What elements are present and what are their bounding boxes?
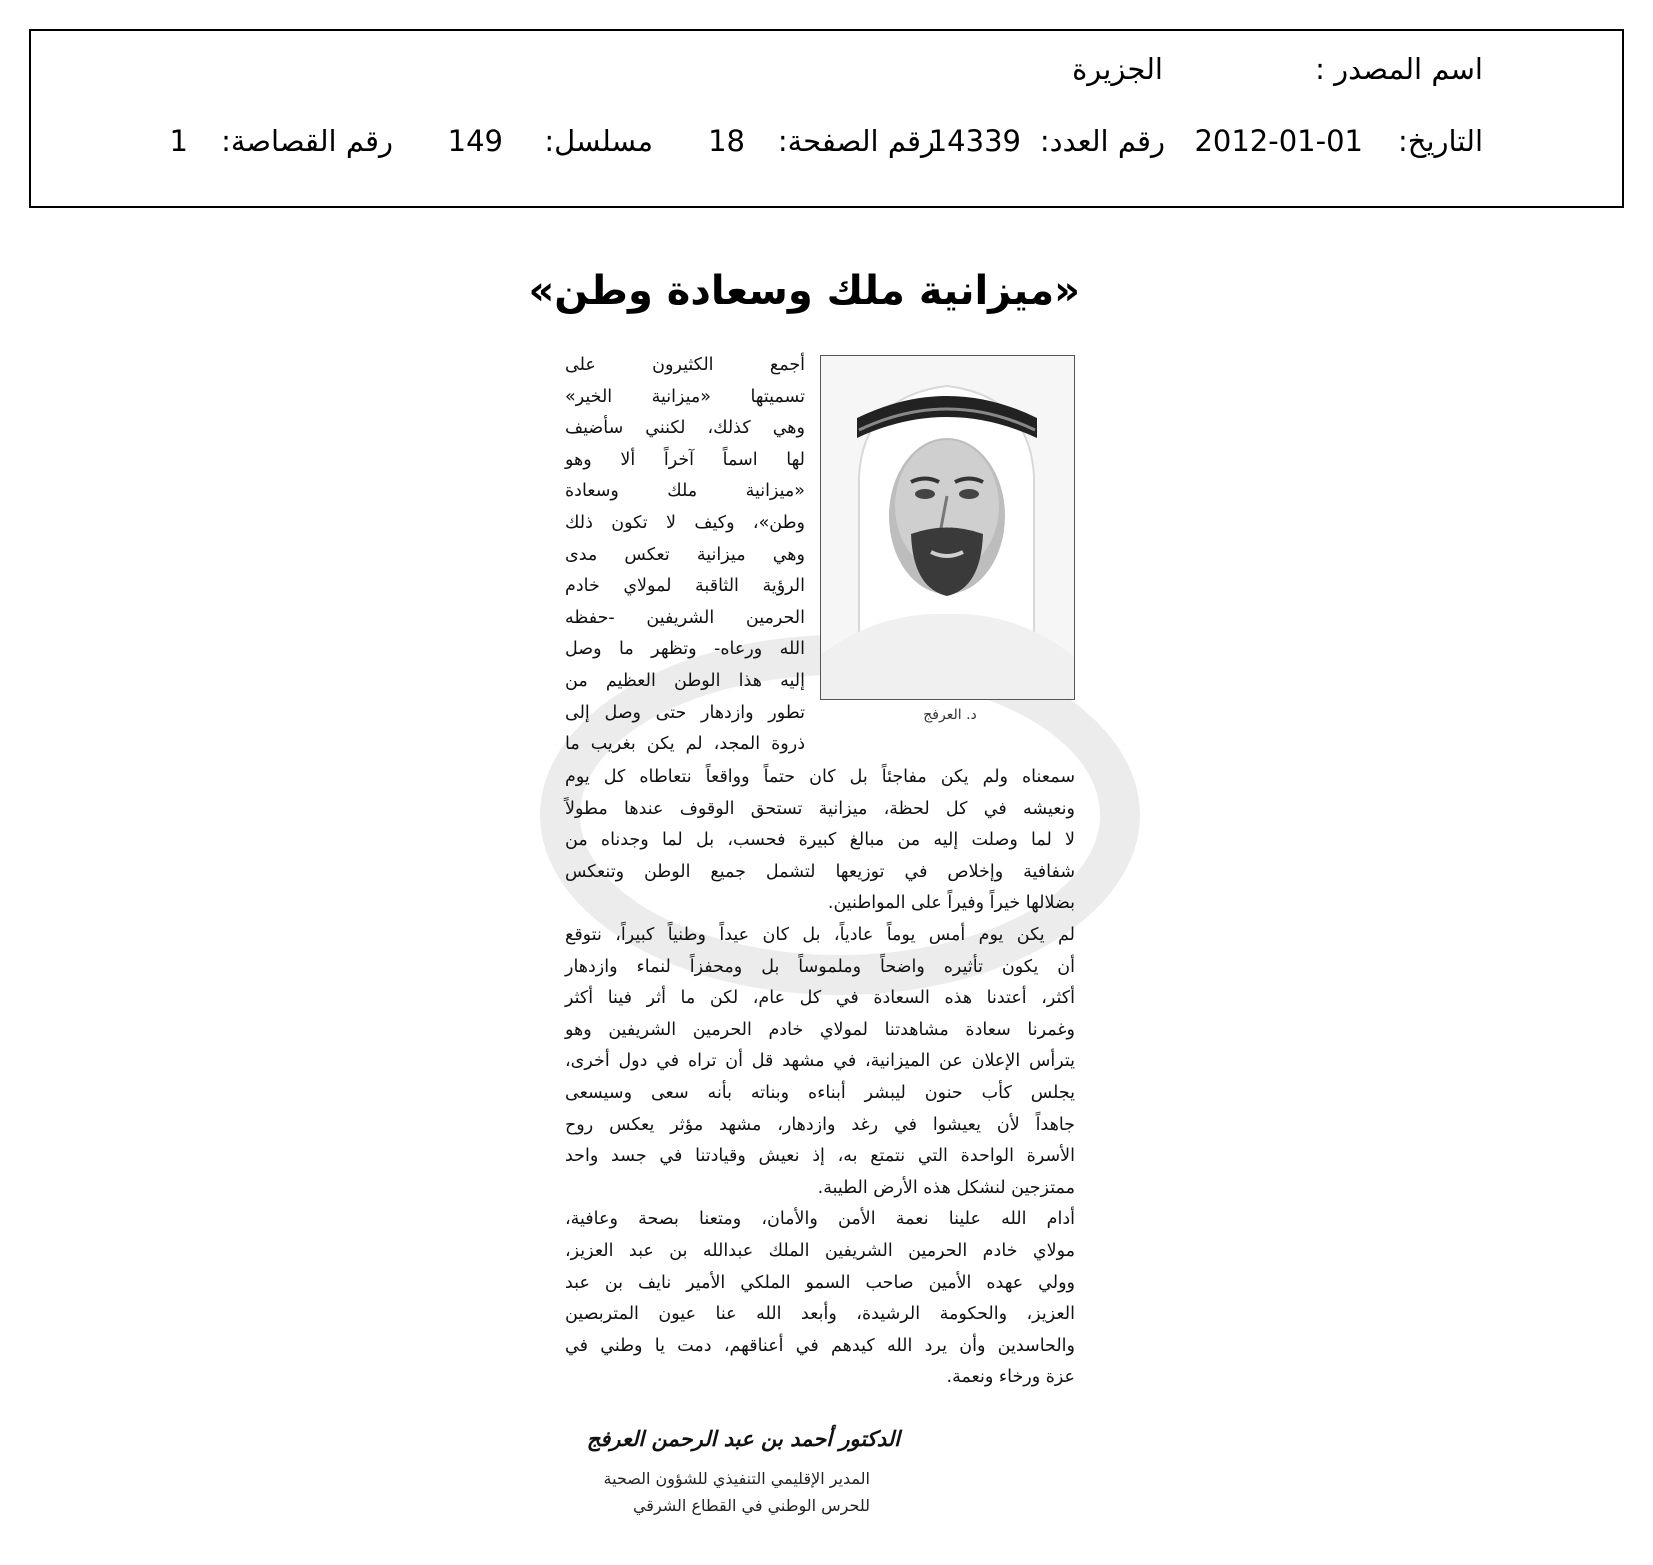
article-body-column [565, 762, 1075, 1394]
body-line: يترأس الإعلان عن الميزانية، في مشهد قل أن تراه في دول أخرى، [565, 1051, 1075, 1072]
author-portrait-image [820, 356, 1074, 700]
intro-line: ذروة المجد، لم يكن بغريب ما [565, 734, 805, 755]
body-line: وولي عهده الأمين صاحب السمو الملكي الأمير نايف بن عبد [565, 1272, 1075, 1293]
clip-label: رقم القصاصة: [221, 124, 393, 158]
issue-label: رقم العدد: [1039, 124, 1165, 158]
body-line: يجلس كأب حنون ليبشر أبناءه وبناته بأنه سعى وسيسعى [565, 1082, 1075, 1103]
page-value: 18 [708, 124, 745, 158]
paragraph-2 [565, 920, 1075, 1204]
intro-line: الله ورعاه- وتظهر ما وصل [565, 639, 805, 660]
article-intro-column [565, 350, 805, 761]
source-value: الجزيرة [1072, 52, 1163, 86]
body-line: مولاي خادم الحرمين الشريفين الملك عبدالله بن عبد العزيز، [565, 1240, 1075, 1261]
intro-line: وهي ميزانية تعكس مدى [565, 544, 805, 565]
body-line: لم يكن يوم أمس يوماً عادياً، بل كان عيداً وطنياً كبيراً، نتوقع [565, 924, 1075, 945]
paragraph-1 [565, 762, 1075, 920]
body-line: أكثر، أعتدنا هذه السعادة في كل عام، لكن ما أثر فينا أكثر [565, 988, 1075, 1009]
body-line: سمعناه ولم يكن مفاجئاً بل كان حتماً وواقعاً نتعاطاه كل يوم [565, 767, 1075, 787]
issue-value: 14339 [928, 124, 1021, 158]
intro-line: الرؤية الثاقبة لمولاي خادم [565, 576, 805, 597]
clip-value: 1 [169, 124, 188, 158]
intro-line: الحرمين الشريفين -حفظه [565, 607, 805, 628]
source-label: اسم المصدر : [1315, 52, 1483, 86]
date-label: التاريخ: [1397, 124, 1483, 158]
intro-line: وطن»، وكيف لا تكون ذلك [565, 512, 805, 533]
author-title-line-1: المدير الإقليمي التنفيذي للشؤون الصحية [603, 1469, 870, 1488]
body-line: ممتزجين لنشكل هذه الأرض الطيبة. [817, 1177, 1075, 1198]
photo-caption: د. العرفج [923, 707, 977, 723]
body-line: وغمرنا سعادة مشاهدتنا لمولاي خادم الحرمين الشريفين وهو [565, 1019, 1075, 1040]
body-line: أن يكون تأثيره واضحاً وملموساً بل ومحفزاً لنماء وازدهار [565, 956, 1075, 977]
intro-line: تسميتها «ميزانية الخير» [565, 386, 805, 407]
intro-line: أجمع الكثيرون على [565, 355, 805, 375]
body-line: لا لما وصلت إليه من مبالغ كبيرة فحسب، بل لما وجدناه من [565, 830, 1075, 851]
body-line: شفافية وإخلاص في توزيعها لتشمل جميع الوطن وتنعكس [565, 861, 1075, 882]
page-label: رقم الصفحة: [777, 124, 935, 158]
author-photo [820, 355, 1075, 700]
body-line: عزة ورخاء ونعمة. [946, 1367, 1075, 1388]
intro-line: تطور وازدهار حتى وصل إلى [565, 702, 805, 723]
serial-label: مسلسل: [544, 124, 653, 158]
author-position [560, 1465, 870, 1519]
body-line: الأسرة الواحدة التي نتمتع به، إذ نعيش وقيادتنا في جسد واحد [565, 1146, 1075, 1167]
article-title: «ميزانية ملك وسعادة وطن» [528, 268, 1080, 314]
author-name: الدكتور أحمد بن عبد الرحمن العرفج [586, 1427, 900, 1451]
paragraph-3 [565, 1204, 1075, 1394]
author-title-line-2: للحرس الوطني في القطاع الشرقي [632, 1496, 870, 1515]
body-line: والحاسدين وأن يرد الله كيدهم في أعناقهم، دمت يا وطني في [565, 1335, 1075, 1356]
body-line: ونعيشه في كل لحظة، ميزانية تستحق الوقوف عندها مطولاً [565, 798, 1075, 819]
intro-line: وهي كذلك، لكنني سأضيف [565, 418, 805, 439]
intro-line: إليه هذا الوطن العظيم من [565, 670, 805, 691]
serial-value: 149 [447, 124, 503, 158]
body-line: العزيز، والحكومة الرشيدة، وأبعد الله عنا عيون المتربصين [565, 1304, 1075, 1325]
intro-line: «ميزانية ملك وسعادة [565, 481, 805, 502]
body-line: جاهداً لأن يعيشوا في رغد وازدهار، مشهد مؤثر يعكس روح [565, 1114, 1075, 1135]
date-value: 2012-01-01 [1194, 124, 1363, 158]
body-line: بضلالها خيراً وفيراً على المواطنين. [827, 893, 1075, 914]
body-line: أدام الله علينا نعمة الأمن والأمان، ومتعنا بصحة وعافية، [565, 1209, 1075, 1230]
intro-line: لها اسماً آخراً ألا وهو [565, 449, 805, 470]
